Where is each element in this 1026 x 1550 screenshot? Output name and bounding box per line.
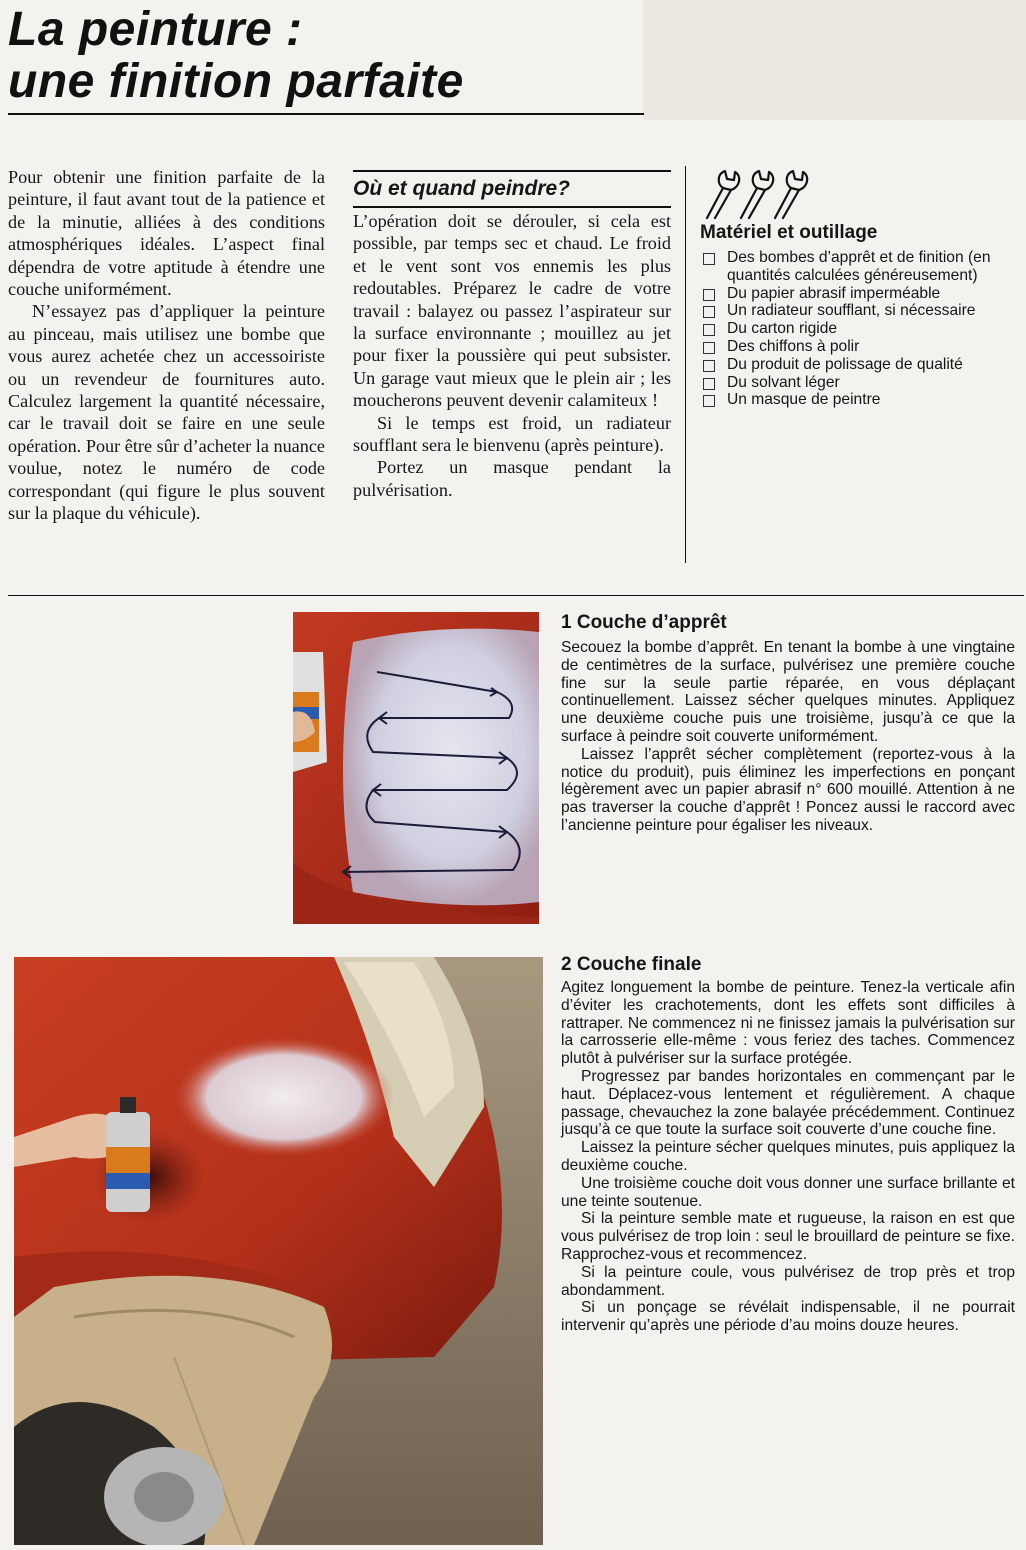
step1-heading: 1 Couche d’apprêt — [561, 612, 727, 633]
where-when-column — [353, 210, 671, 501]
intro-column — [8, 166, 325, 525]
step2-paragraph-2: Progressez par bandes horizontales en commençant par le haut. Déplacez-vous lentement et régulièrement. A chaque passage, chevauchez la zone balayée précédemment. Continuez jusqu’à ce que toute la surface soit couverte d’une couche fine. — [561, 1067, 1015, 1139]
intro-paragraph-1: Pour obtenir une finition parfaite de la peinture, il faut avant tout de la patience et de la minutie, alliées à des conditions atmosphériques idéales. L’aspect final dépendra de votre aptitude à étendre une couche uniformément. — [8, 167, 325, 300]
scan-corner-fold — [643, 0, 1026, 120]
step2-paragraph-3: Laissez la peinture sécher quelques minutes, puis appliquez la deuxième couche. — [561, 1139, 1015, 1174]
tools-item-label: Des chiffons à polir — [727, 337, 860, 355]
checkbox-icon — [703, 378, 715, 390]
tools-item — [700, 302, 1020, 320]
step2-heading: 2 Couche finale — [561, 954, 702, 975]
tools-item-label: Du produit de polissage de qualité — [727, 355, 963, 373]
step2-text — [561, 979, 1015, 1335]
tools-item — [700, 285, 1020, 303]
where-when-heading: Où et quand peindre? — [353, 177, 571, 200]
checkbox-icon — [703, 289, 715, 301]
tools-item-label: Du papier abrasif imperméable — [727, 284, 941, 302]
page-title-line-2: une finition parfaite — [8, 55, 464, 108]
column-divider — [685, 166, 686, 563]
step2-paragraph-6: Si la peinture coule, vous pulvérisez de trop près et trop abondamment. — [561, 1263, 1015, 1299]
checkbox-icon — [703, 360, 715, 372]
step2-paragraph-5: Si la peinture semble mate et rugueuse, la raison en est que vous pulvérisez de trop loin : seul le brouillard de peinture se fixe. Rapprochez-vous et recommencez. — [561, 1210, 1015, 1263]
checkbox-icon — [703, 324, 715, 336]
checkbox-icon — [703, 342, 715, 354]
step1-paragraph-2: Laissez l’apprêt sécher complètement (reportez-vous à la notice du produit), puis éliminez les imperfections en ponçant légèrement avec un papier abrasif n° 600 mouillé. Attention à ne pas traverser la couche d’apprêt ! Poncez aussi le raccord avec l’ancienne peinture pour égaliser les niveaux. — [561, 745, 1015, 834]
tools-item — [700, 338, 1020, 356]
section-rule — [8, 595, 1024, 596]
checkbox-icon — [703, 306, 715, 318]
tools-item-label: Des bombes d’apprêt et de finition (en quantités calculées généreusement) — [727, 249, 991, 284]
where-when-paragraph-2: Si le temps est froid, un radiateur soufflant sera le bienvenu (après peinture). — [353, 412, 671, 456]
tools-item — [700, 320, 1020, 338]
tools-item — [700, 374, 1020, 392]
step1-text — [561, 639, 1015, 835]
tools-item-label: Du solvant léger — [727, 373, 840, 391]
step2-paragraph-7: Si un ponçage se révélait indispensable, il ne pourrait intervenir qu’après une période d’au moins douze heures. — [561, 1299, 1015, 1335]
primer-photo — [293, 612, 539, 924]
final-coat-photo — [14, 957, 543, 1545]
page-title-line-1: La peinture : — [8, 3, 303, 56]
tools-item — [700, 249, 1020, 285]
step2-paragraph-4: Une troisième couche doit vous donner une surface brillante et une teinte soutenue. — [561, 1174, 1015, 1210]
page-title — [8, 4, 464, 108]
tools-heading: Matériel et outillage — [700, 222, 878, 243]
checkbox-icon — [703, 253, 715, 265]
where-when-heading-box — [353, 170, 671, 208]
wrenches-icon — [703, 166, 827, 225]
tools-item-label: Un radiateur soufflant, si nécessaire — [727, 302, 976, 320]
where-when-paragraph-3: Portez un masque pendant la pulvérisation. — [353, 457, 671, 500]
tools-item — [700, 391, 1020, 409]
intro-paragraph-2: N’essayez pas d’appliquer la peinture au pinceau, mais utilisez une bombe que vous aurez achetée chez un accessoiriste ou un revendeur de fournitures auto. Calculez largement la quantité nécessaire, car le travail doit se faire en une seule opération. Pour être sûr d’acheter la nuance voulue, notez le numéro de code correspondant (qui figure le plus souvent sur la plaque du véhicule). — [8, 301, 325, 524]
tools-item-label: Du carton rigide — [727, 320, 838, 338]
checkbox-icon — [703, 395, 715, 407]
step2-paragraph-1: Agitez longuement la bombe de peinture. Tenez-la verticale afin d’éviter les crachotements, dont les effets sont difficiles à rattraper. Ne commencez ni ne finissez jamais la pulvérisation sur la carrosserie elle-même : vous feriez des taches. Commencez plutôt à pulvériser sur la surface protégée. — [561, 979, 1015, 1068]
tools-item-label: Un masque de peintre — [727, 391, 881, 409]
where-when-paragraph-1: L’opération doit se dérouler, si cela est possible, par temps sec et chaud. Le froid et le vent sont vos ennemis les plus redoutables. Préparez le cadre de votre travail : balayez ou passez l’aspirateur sur la surface environnante ; mouillez au jet pour fixer la poussière qui peut subsister. Un garage vaut mieux que le plein air ; les moucherons peuvent devenir calamiteux ! — [353, 211, 671, 411]
step1-paragraph-1: Secouez la bombe d’apprêt. En tenant la bombe à une vingtaine de centimètres de la surface, pulvérisez une première couche fine sur la seule partie réparée, en vous déplaçant continuellement. Laissez sécher quelques minutes. Appliquez une deuxième couche puis une troisième, jusqu’à ce que la surface à peindre soit couverte uniformément. — [561, 639, 1015, 745]
tools-item — [700, 356, 1020, 374]
title-rule — [8, 113, 644, 115]
tools-list — [700, 249, 1020, 409]
